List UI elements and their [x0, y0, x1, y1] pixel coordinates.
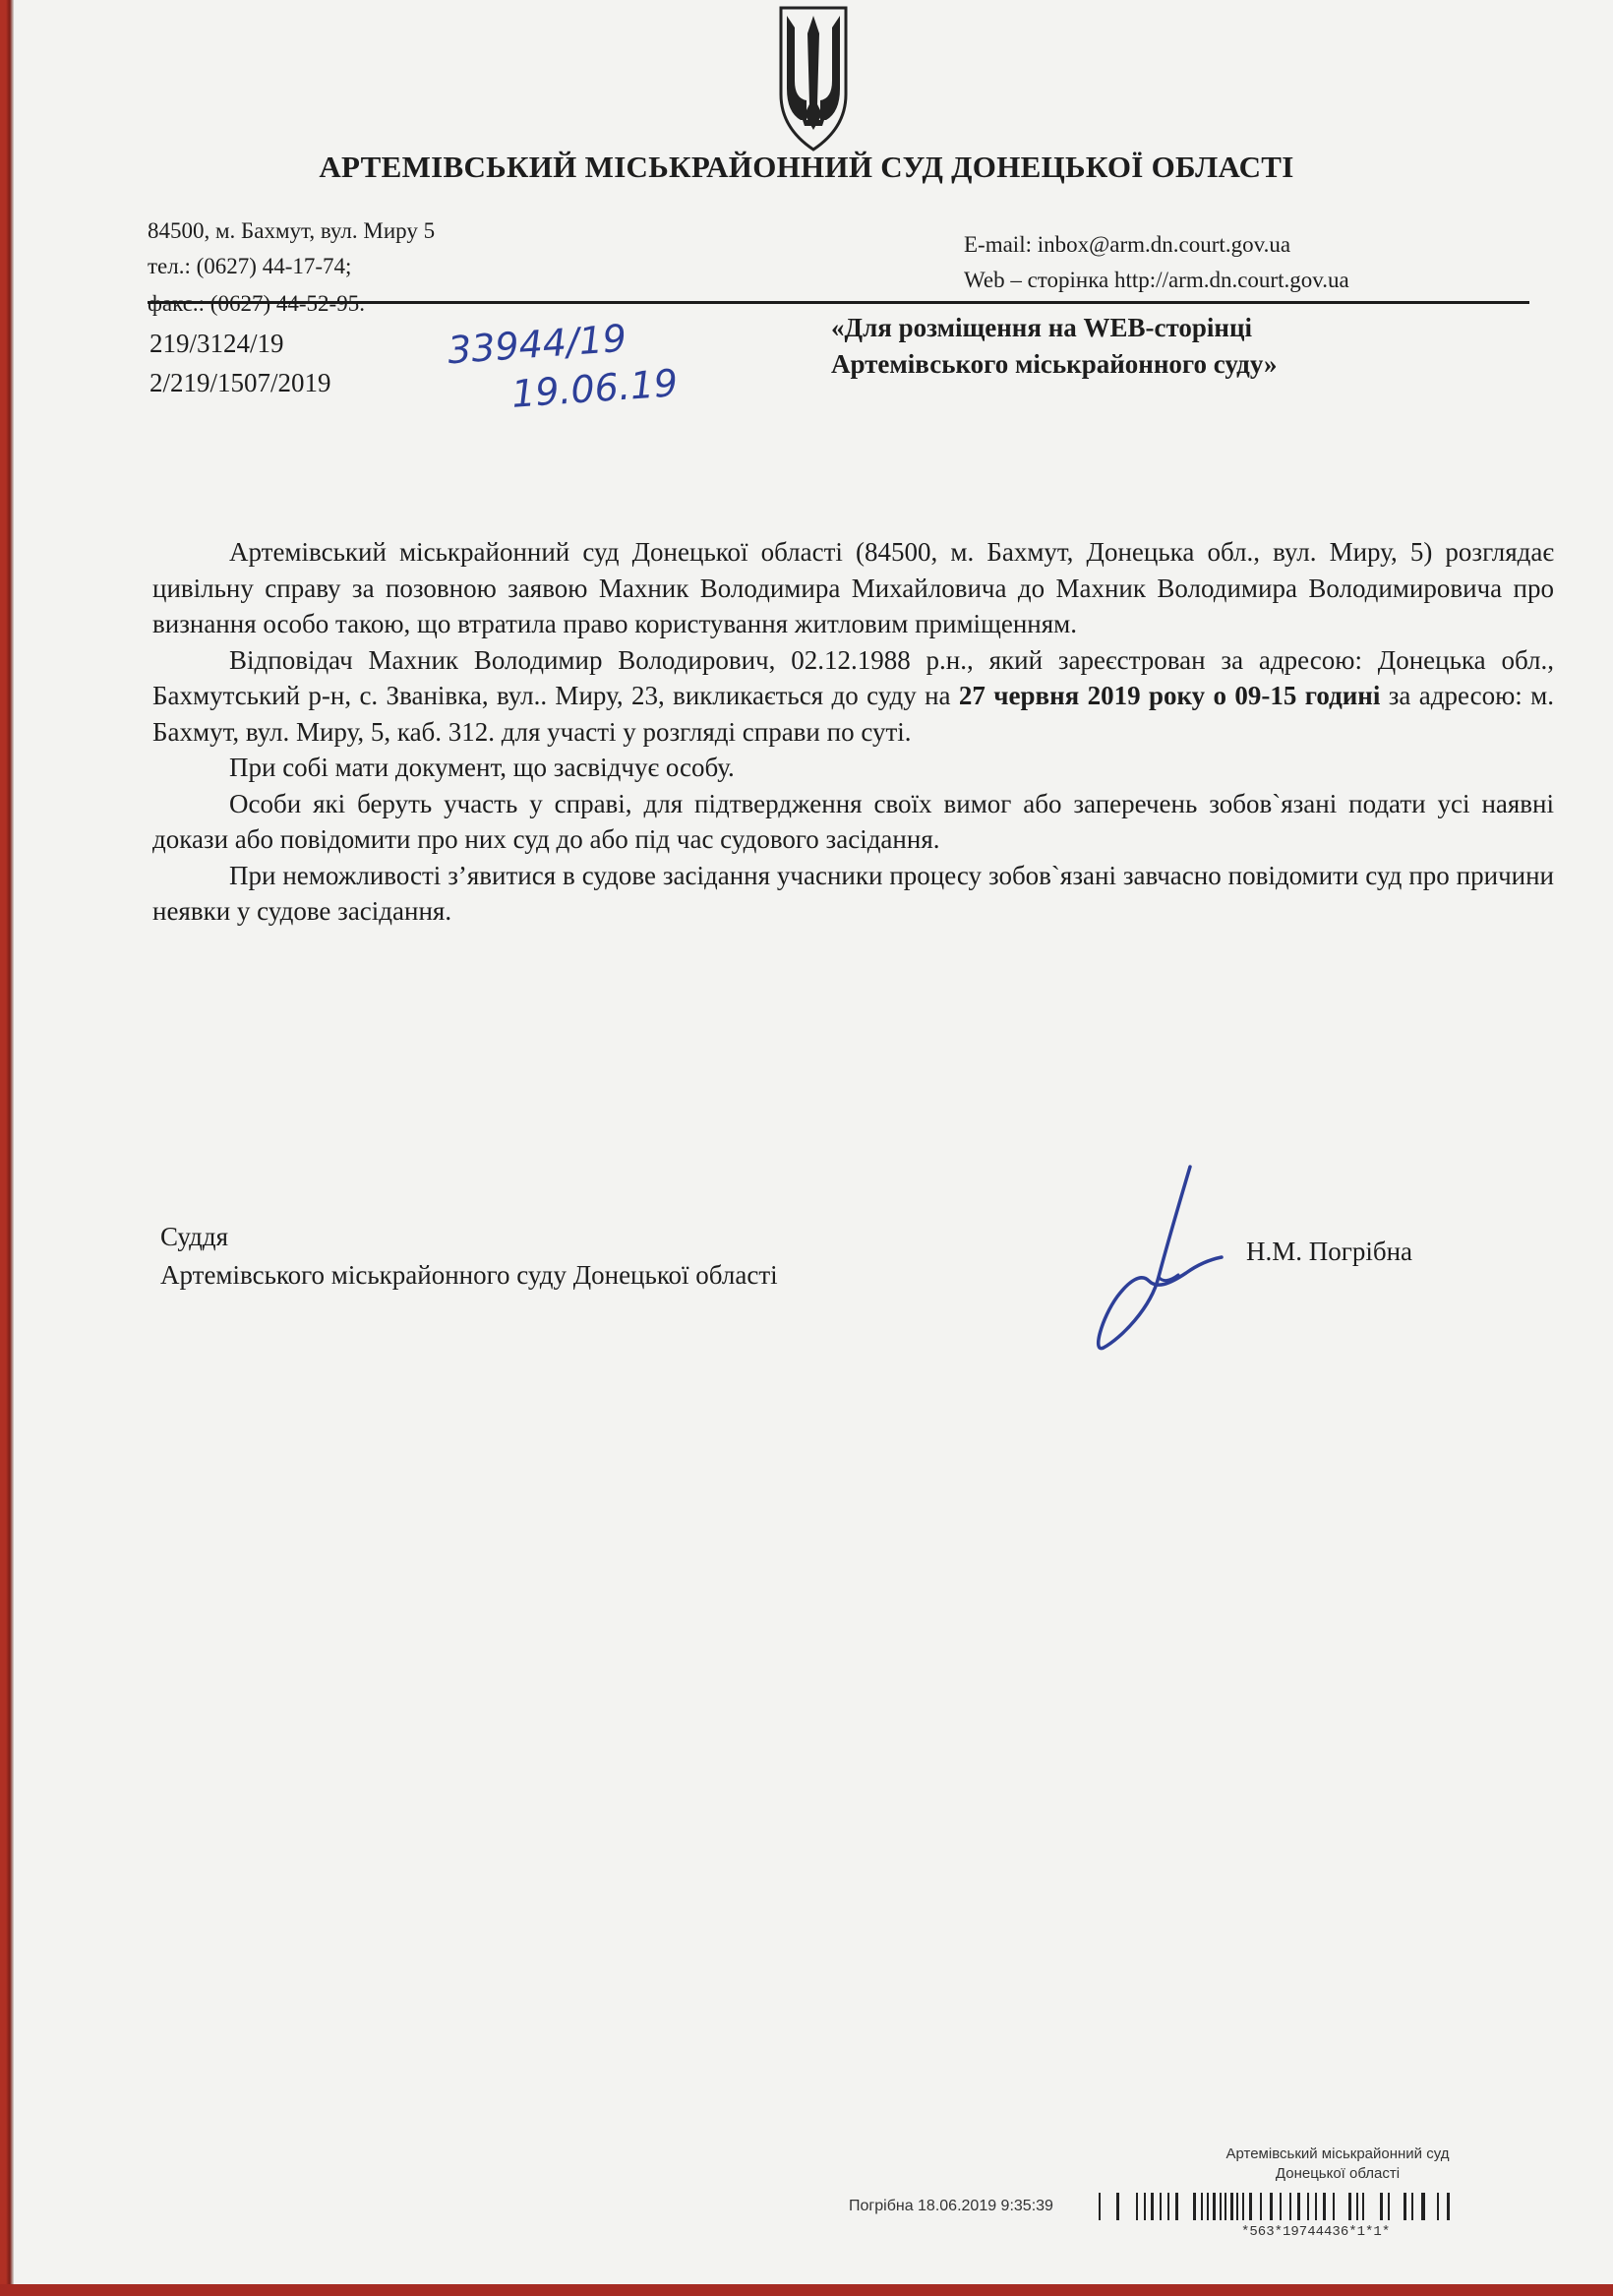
judge-role: [160, 1218, 778, 1295]
hearing-date: 27 червня 2019 року о 09-15 годині: [958, 681, 1381, 710]
web-note-line2: Артемівського міськрайонного суду»: [831, 349, 1278, 379]
proceeding-number: 2/219/1507/2019: [149, 368, 331, 397]
paragraph-identity: При собі мати документ, що засвідчує особу.: [229, 753, 735, 782]
court-phone: тел.: (0627) 44-17-74;: [148, 254, 352, 278]
page-edge: [0, 0, 14, 2296]
court-website: Web – сторінка http://arm.dn.court.gov.ua: [964, 268, 1349, 292]
paragraph-evidence: Особи які беруть участь у справі, для підтвердження своїх вимог або заперечень зобов`язані подати усі наявні докази або повідомити про них суд до або під час судового засідання.: [152, 788, 1554, 854]
paragraph-absence: При неможливості з’явитися в судове засідання учасники процесу зобов`язані завчасно повідомити суд про причини неявки у судове засідання.: [152, 860, 1554, 926]
summons-text-b: за адресою: м. Бахмут, вул. Миру, 5, каб. 312. для участі у розгляді справи по суті.: [152, 681, 1554, 747]
footer-court-line2: Донецької області: [1275, 2165, 1401, 2182]
barcode-icon: [1097, 2187, 1579, 2222]
handwritten-registration-number: 33944/19: [446, 316, 628, 373]
court-title: АРТЕМІВСЬКИЙ МІСЬКРАЙОННИЙ СУД ДОНЕЦЬКОЇ ОБЛАСТІ: [319, 150, 1294, 184]
court-fax: [148, 291, 365, 317]
case-number: 219/3124/19: [149, 329, 284, 358]
web-note-line1: «Для розміщення на WEB-сторінці: [831, 313, 1253, 342]
registration-stamp: Погрібна 18.06.2019 9:35:39: [849, 2198, 1053, 2214]
page-edge-bottom: [0, 2284, 1613, 2296]
judge-court: Артемівського міськрайонного суду Донецької області: [160, 1260, 778, 1290]
coat-of-arms-icon: [777, 4, 850, 153]
court-email: E-mail: inbox@arm.dn.court.gov.ua: [964, 232, 1291, 257]
judge-title: Суддя: [160, 1222, 229, 1251]
header-divider: [148, 301, 1529, 304]
handwritten-registration-date: 19.06.19: [509, 361, 680, 416]
court-address: 84500, м. Бахмут, вул. Миру 5: [148, 218, 436, 243]
judge-name: Н.М. Погрібна: [1246, 1237, 1413, 1266]
footer-court-line1: Артемівський міськрайонний суд: [1225, 2145, 1450, 2162]
summons-text-a: Відповідач Махник Володимир Володирович, 02.12.1988 р.н., який зареєстрован за адресою: Донецька обл., Бахмутський р-н, с. Званівка, вул.. Миру, 23, викликається до суду на: [152, 644, 1554, 710]
paragraph-case: Артемівський міськрайонний суд Донецької області (84500, м. Бахмут, Донецька обл., вул. Миру, 5) розглядає цивільну справу за позовною заявою Махник Володимира Михайловича до Махник Володимира Володимировича про визнання особо такою, що втратила право користування житловим приміщенням.: [152, 537, 1554, 638]
paragraph-summons: [152, 642, 1554, 751]
barcode-digits: *563*19744436*1*1*: [1241, 2224, 1391, 2240]
handwritten-signature-icon: [1043, 1161, 1239, 1358]
notice-body: [152, 534, 1554, 930]
